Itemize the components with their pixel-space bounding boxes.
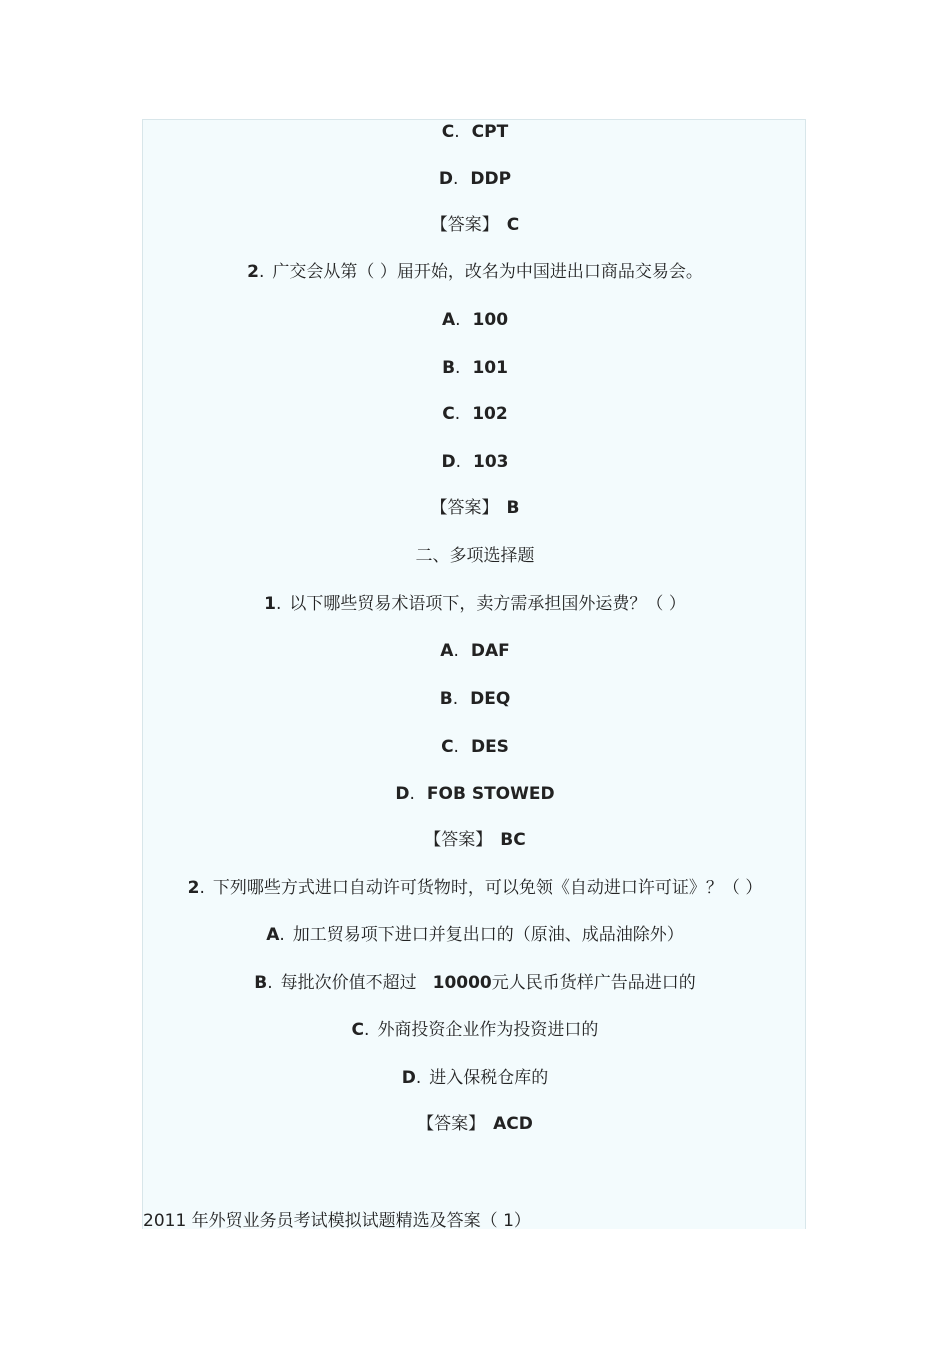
mq2-option-a: A. 加工贸易项下进口并复出口的（原油、成品油除外） <box>266 925 684 945</box>
mq1-option-d: D. FOB STOWED <box>395 784 555 804</box>
q1-option-c: C. CPT <box>441 122 509 142</box>
q2-option-c: C. 102 <box>442 404 508 424</box>
mq2-question: 2. 下列哪些方式进口自动许可货物时，可以免领《自动进口许可证》？（ ） <box>187 878 763 898</box>
mq1-option-b: B. DEQ <box>439 689 511 709</box>
mq1-option-a: A. DAF <box>440 641 510 661</box>
content-panel <box>142 119 806 1229</box>
q1-answer: 【答案】 C <box>430 215 520 235</box>
mq2-option-d: D. 进入保税仓库的 <box>401 1068 549 1088</box>
mq1-question: 1. 以下哪些贸易术语项下，卖方需承担国外运费？（ ） <box>264 594 686 614</box>
mq1-option-c: C. DES <box>441 737 509 757</box>
q2-option-a: A. 100 <box>441 310 509 330</box>
q2-answer: 【答案】 B <box>430 498 520 518</box>
q2-option-b: B. 101 <box>442 358 508 378</box>
q2-question: 2. 广交会从第（ ）届开始，改名为中国进出口商品交易会。 <box>247 262 703 282</box>
mq2-answer: 【答案】 ACD <box>417 1114 533 1134</box>
mq1-answer: 【答案】 BC <box>424 830 526 850</box>
document-title: 2011 年外贸业务员考试模拟试题精选及答案（ 1） <box>143 1211 531 1231</box>
mq2-option-c: C. 外商投资企业作为投资进口的 <box>351 1020 599 1040</box>
q1-option-d: D. DDP <box>438 169 512 189</box>
section-heading: 二、多项选择题 <box>415 546 535 566</box>
q2-option-d: D. 103 <box>441 452 509 472</box>
mq2-option-b: B. 每批次价值不超过 10000元人民币货样广告品进口的 <box>254 973 696 993</box>
